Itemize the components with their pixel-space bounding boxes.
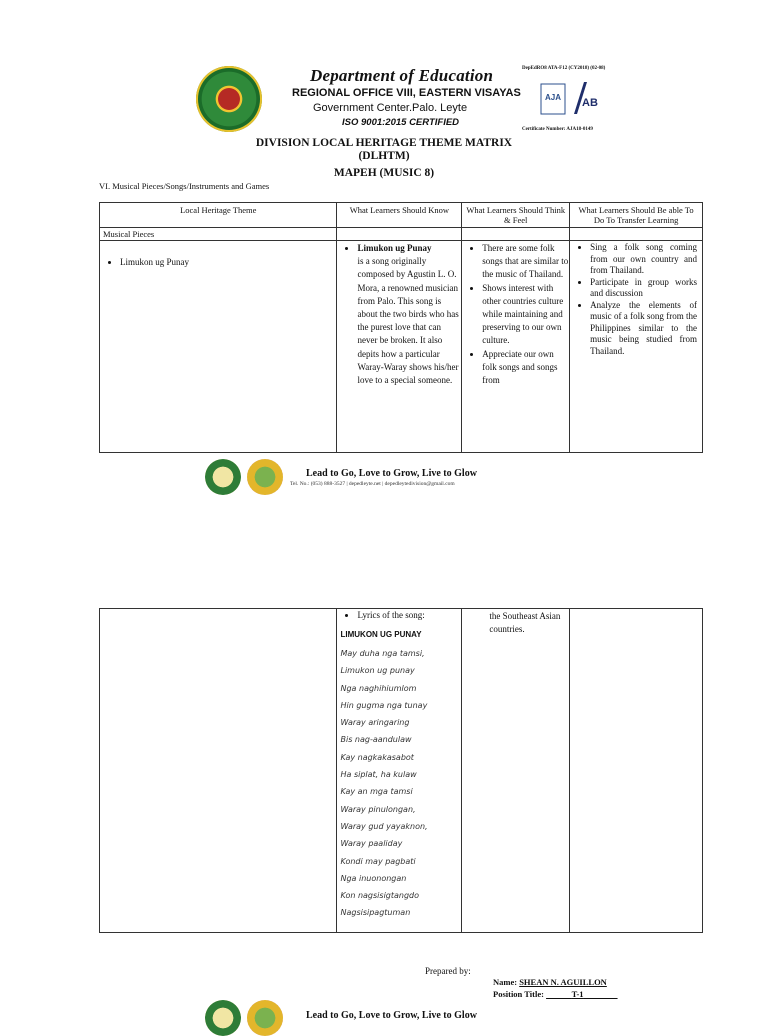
prepared-by-label: Prepared by: xyxy=(425,966,471,976)
column-header: Local Heritage Theme xyxy=(100,203,337,228)
agency-name: Department of Education xyxy=(310,66,494,85)
feel-continuation: the Southeast Asian countries. xyxy=(462,609,570,933)
lyric-line: Bis nag-aandulaw xyxy=(340,735,412,745)
lyric-line: Waray pinulongan, xyxy=(340,804,416,814)
do-item: • Sing a folk song coming from our own country and from Thailand. xyxy=(590,242,697,277)
know-title: Limukon ug Punay xyxy=(357,243,432,253)
document-title: DIVISION LOCAL HERITAGE THEME MATRIX xyxy=(255,137,513,149)
lyric-line: Nga naghihiumlom xyxy=(340,683,417,693)
deped-program-logo xyxy=(247,1000,283,1036)
name-label: Name: xyxy=(493,977,518,987)
name-line xyxy=(493,977,607,987)
do-item: • Participate in group works and discussion xyxy=(590,277,697,300)
region-name: REGIONAL OFFICE VIII, EASTERN VISAYAS xyxy=(292,87,521,99)
lyric-line: Kay an mga tamsi xyxy=(340,787,413,797)
lyric-line: Ha siplat, ha kulaw xyxy=(340,770,417,780)
lyric-line: Waray gud yayaknon, xyxy=(340,821,428,831)
lyric-line: Nagsisipagtuman xyxy=(340,908,411,918)
document-code: DepEdRO8 ATA-F12 (CY2018) (02-08) xyxy=(522,66,606,71)
know-description: is a song originally composed by Agustin L. O. Mora, a renowned musician from Palo. This song is about the two birds who has the purest love that can never be broken. It also depits how a particular Waray-Waray shows his/her love to a special someone. xyxy=(357,256,459,386)
iso-certification: ISO 9001:2015 CERTIFIED xyxy=(342,117,460,128)
feel-item: • Shows interest with other countries culture while maintaining and preserving to our own culture. xyxy=(482,282,569,348)
division-of-leyte-logo xyxy=(205,1000,241,1036)
contact-info: Tel. No.: (053) 888-3527 | depedleyte.net | depedleytedivision@gmail.com xyxy=(290,481,455,487)
subject-title: MAPEH (MUSIC 8) xyxy=(333,167,435,179)
division-of-leyte-logo xyxy=(205,459,241,495)
lyrics-list xyxy=(337,649,461,926)
lyric-line: Limukon ug punay xyxy=(340,666,415,676)
deped-eastern-visayas-seal xyxy=(196,66,262,132)
document-title-abbrev: (DLHTM) xyxy=(358,150,410,162)
song-title: LIMUKON UG PUNAY xyxy=(340,630,422,639)
office-address: Government Center.Palo. Leyte xyxy=(313,102,468,114)
certification-logos xyxy=(540,78,604,120)
feel-item: • There are some folk songs that are similar to the music of Thailand. xyxy=(482,242,569,282)
aja-logo-text: AJA xyxy=(544,93,562,102)
do-item: • Analyze the elements of music of a folk song from the Philippines similar to the music being studied from Thailand. xyxy=(590,300,697,358)
position-label: Position Title: xyxy=(493,989,544,999)
preparer-name: SHEAN N. AGUILLON xyxy=(519,977,607,987)
theme-item: • Limukon ug Punay xyxy=(120,257,336,267)
column-header: What Learners Should Be able To Do To Transfer Learning xyxy=(570,203,703,228)
preparer-position: T-1 xyxy=(571,989,584,999)
motto: Lead to Go, Love to Grow, Live to Glow xyxy=(306,1010,477,1021)
lyric-line: May duha nga tamsi, xyxy=(340,649,425,658)
lyric-line: Kay nagkakasabot xyxy=(340,752,414,762)
lyric-line: Nga inuonongan xyxy=(340,873,407,883)
motto: Lead to Go, Love to Grow, Live to Glow xyxy=(306,468,477,479)
section-heading: VI. Musical Pieces/Songs/Instruments and Games xyxy=(99,181,270,191)
lyric-line: Waray paaliday xyxy=(340,839,403,849)
feel-item: • Appreciate our own folk songs and songs from xyxy=(482,348,569,388)
lyrics-bullet: • Lyrics of the song: xyxy=(357,610,461,620)
column-header: What Learners Should Know xyxy=(337,203,462,228)
heritage-matrix-table-continued xyxy=(99,608,703,933)
position-line xyxy=(493,989,618,999)
column-header: What Learners Should Think & Feel xyxy=(462,203,570,228)
lyric-line: Waray aringaring xyxy=(340,718,410,728)
lyric-line: Kon nagsisigtangdo xyxy=(340,891,420,901)
heritage-matrix-table xyxy=(99,202,703,453)
subheader-cell: Musical Pieces xyxy=(100,228,337,241)
lyric-line: Hin gugma nga tunay xyxy=(340,700,428,710)
certificate-number: Certificate Number: AJA18-0149 xyxy=(522,127,593,132)
lyric-line: Kondi may pagbati xyxy=(340,856,416,866)
jab-logo-text: AB xyxy=(582,97,598,109)
deped-program-logo xyxy=(247,459,283,495)
